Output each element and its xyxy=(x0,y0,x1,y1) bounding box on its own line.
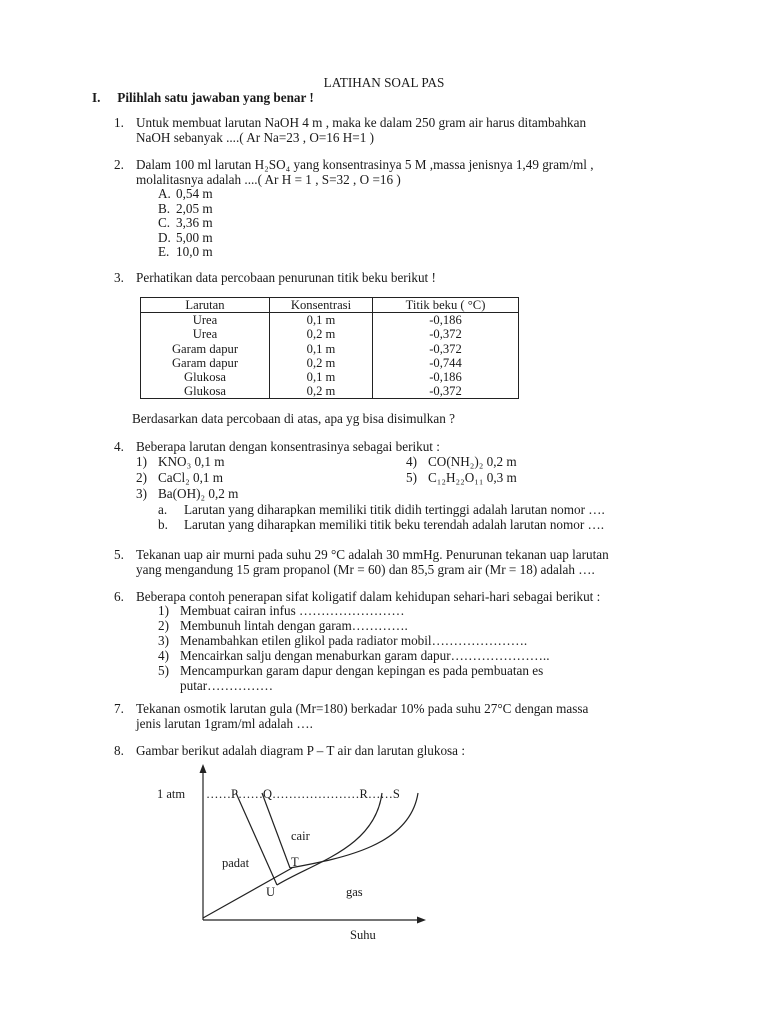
question-number: 7. xyxy=(114,701,124,716)
list-item: 3) Ba(OH)₂ 0,2 m xyxy=(136,486,239,501)
question-number: 5. xyxy=(114,547,124,562)
melting-curve-solution xyxy=(236,793,277,885)
table-row: Garam dapur 0,1 m -0,372 xyxy=(141,342,519,356)
list-item: 2) Membunuh lintah dengan garam…………. xyxy=(158,618,408,633)
question-number: 4. xyxy=(114,439,124,454)
question-text-line: Berdasarkan data percobaan di atas, apa yg bisa disimulkan ? xyxy=(132,411,455,426)
question-text-line: jenis larutan 1gram/ml adalah …. xyxy=(136,716,313,731)
sublimation-curve xyxy=(203,868,292,918)
sub-question: b. Larutan yang diharapkan memiliki titik beku terendah adalah larutan nomor …. xyxy=(158,517,605,532)
option-item: E. 10,0 m xyxy=(158,244,213,260)
question-text-line: Tekanan osmotik larutan gula (Mr=180) berkadar 10% pada suhu 27°C dengan massa xyxy=(136,701,589,716)
question-number: 8. xyxy=(114,743,124,758)
page-title: LATIHAN SOAL PAS xyxy=(323,75,445,90)
question-text-line: Beberapa contoh penerapan sifat koligatif dalam kehidupan sehari-hari sebagai berikut : xyxy=(136,589,601,604)
column-header: Larutan xyxy=(141,298,270,313)
question-text-line: Gambar berikut adalah diagram P – T air dan larutan glukosa : xyxy=(136,743,465,758)
question-text-line: Beberapa larutan dengan konsentrasinya sebagai berikut : xyxy=(136,439,440,454)
y-axis-arrow xyxy=(200,764,207,773)
column-header: Konsentrasi xyxy=(270,298,373,313)
column-header: Titik beku ( °C) xyxy=(373,298,519,313)
list-item: 1) Membuat cairan infus …………………… xyxy=(158,603,405,618)
question-number: 3. xyxy=(114,270,124,285)
list-item: 2) CaCl₂ 0,1 m xyxy=(136,470,224,485)
table-row: Glukosa 0,2 m -0,372 xyxy=(141,384,519,399)
question-text-line: Perhatikan data percobaan penurunan titik beku berikut ! xyxy=(136,270,436,285)
temperature-axis-label: Suhu xyxy=(350,928,376,942)
list-item: 5) Mencampurkan garam dapur dengan kepingan es pada pembuatan es xyxy=(158,663,544,678)
list-item: 4) Mencairkan salju dengan menaburkan garam dapur………………….. xyxy=(158,648,550,663)
question-text-line: Tekanan uap air murni pada suhu 29 °C adalah 30 mmHg. Penurunan tekanan uap larutan xyxy=(136,547,609,562)
list-item: 1) KNO₃ 0,1 m xyxy=(136,454,225,469)
table-row: Urea 0,2 m -0,372 xyxy=(141,327,519,341)
question-text-line: Dalam 100 ml larutan H₂SO₄ yang konsentrasinya 5 M ,massa jenisnya 1,49 gram/ml , xyxy=(136,157,594,172)
liquid-region-label: cair xyxy=(291,829,310,843)
option-item: D. 5,00 m xyxy=(158,229,213,245)
question-number: 1. xyxy=(114,115,124,130)
option-item: B. 2,05 m xyxy=(158,200,213,216)
option-item: A. 0,54 m xyxy=(158,186,213,201)
one-atm-dotted-line: ……P……Q…………………R……S xyxy=(206,787,400,801)
question-text-line: NaOH sebanyak ....( Ar Na=23 , O=16 H=1 ) xyxy=(136,130,375,145)
question-number: 6. xyxy=(114,589,124,604)
list-item: 3) Menambahkan etilen glikol pada radiator mobil…………………. xyxy=(158,633,528,648)
question-text-line: yang mengandung 15 gram propanol (Mr = 60) dan 85,5 gram air (Mr = 18) adalah …. xyxy=(136,562,595,577)
table-row: Garam dapur 0,2 m -0,744 xyxy=(141,356,519,370)
section-instruction: Pilihlah satu jawaban yang benar ! xyxy=(117,90,314,105)
point-t-label: T xyxy=(291,855,299,869)
solid-region-label: padat xyxy=(222,856,250,870)
option-item: C. 3,36 m xyxy=(158,215,213,231)
point-u-label: U xyxy=(266,885,276,899)
x-axis-arrow xyxy=(417,917,426,924)
gas-region-label: gas xyxy=(346,885,363,899)
question-number: 2. xyxy=(114,157,124,172)
table-row: Urea 0,1 m -0,186 xyxy=(141,313,519,328)
section-number: I. xyxy=(92,90,101,105)
question-text-line: molalitasnya adalah ....( Ar H = 1 , S=32 , O =16 ) xyxy=(136,172,401,187)
sub-question: a. Larutan yang diharapkan memiliki titik didih tertinggi adalah larutan nomor …. xyxy=(158,502,605,517)
list-item: 4) CO(NH₂)₂ 0,2 m xyxy=(406,454,517,469)
melting-curve-water xyxy=(262,793,290,868)
table-row: Glukosa 0,1 m -0,186 xyxy=(141,370,519,384)
question-text-line: Untuk membuat larutan NaOH 4 m , maka ke dalam 250 gram air harus ditambahkan xyxy=(136,115,587,130)
list-item: 5) C₁₂H₂₂O₁₁ 0,3 m xyxy=(406,470,517,485)
pressure-label: 1 atm xyxy=(157,787,186,801)
list-item-continuation: putar…………… xyxy=(180,678,274,693)
